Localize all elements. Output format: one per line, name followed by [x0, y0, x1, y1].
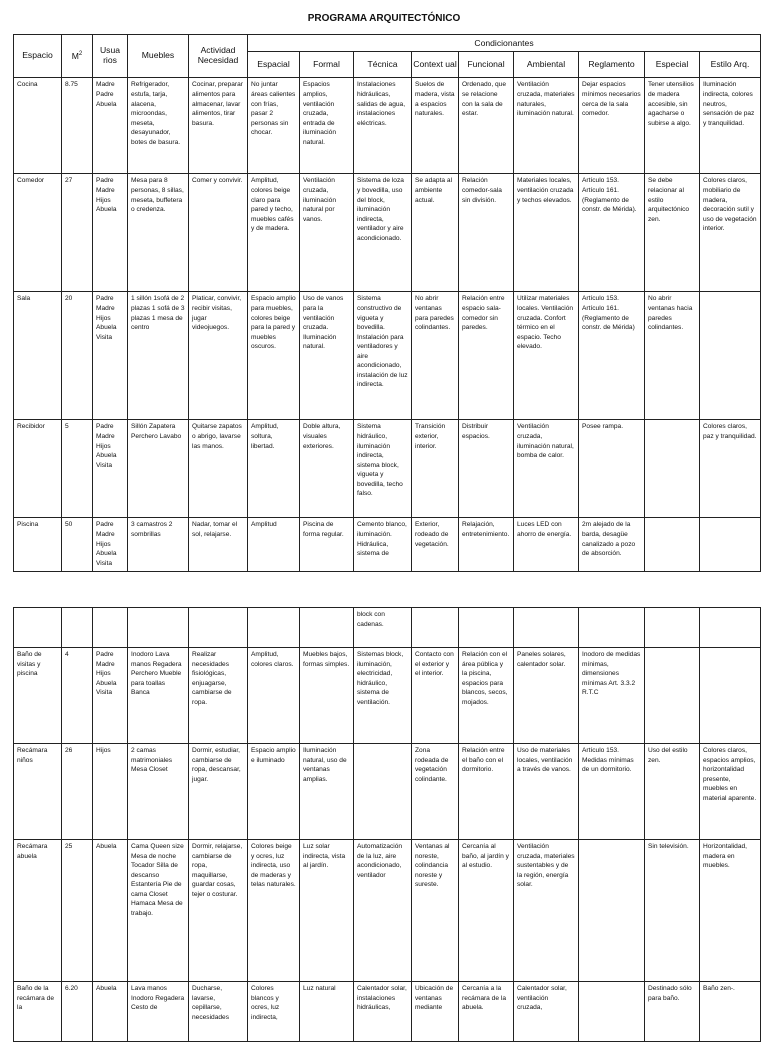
cell-espacio: Cocina [14, 78, 62, 174]
cell-especial: Se debe relacionar al estilo arquitectónico zen. [645, 174, 700, 292]
table-row-recamara-abuela [14, 840, 761, 982]
cell-estilo: Iluminación indirecta, colores neutros, sensación de paz y tranquilidad. [700, 78, 761, 174]
cell-muebles: Refrigerador, estufa, tarja, alacena, microondas, meseta, desayunador, botes de basura. [128, 78, 189, 174]
cell-contextual: Suelos de madera, vista a espacios naturales. [412, 78, 459, 174]
cell-especial: Tener utensilios de madera accesible, sin agacharse o subirse a algo. [645, 78, 700, 174]
cell-formal: Espacios amplios, ventilación cruzada, entrada de iluminación natural. [300, 78, 354, 174]
cell-funcional: Relación con el área pública y la piscina, espacios para blancos, secos, mojados. [459, 648, 514, 744]
header-condicionantes: Condicionantes [248, 35, 761, 52]
cell-contextual: Contacto con el exterior y el interior. [412, 648, 459, 744]
cell-ambiental: Ventilación cruzada, iluminación natural, bomba de calor. [514, 420, 579, 518]
cell-ambiental: Materiales locales, ventilación cruzada y techos elevados. [514, 174, 579, 292]
cell-actividad: Quitarse zapatos o abrigo, lavarse las manos. [189, 420, 248, 518]
cell-reglamento: Dejar espacios mínimos necesarios cerca de la sala comedor. [579, 78, 645, 174]
cell-actividad: Cocinar, preparar alimentos para almacenar, lavar alimentos, tirar basura. [189, 78, 248, 174]
cell-m2: 5 [62, 420, 93, 518]
cell-m2: 4 [62, 648, 93, 744]
cell-usuarios: Padre Madre Hijos Abuela Visita [93, 420, 128, 518]
cell-m2: 26 [62, 744, 93, 840]
cell-usuarios: Padre Madre Hijos Abuela Visita [93, 648, 128, 744]
cell-muebles: Cama Queen size Mesa de noche Tocador Silla de descanso Estantería Pie de cama Closet Hamaca Mesa de trabajo. [128, 840, 189, 982]
cell-espacio: Recámara niños [14, 744, 62, 840]
cell-ambiental: Utilizar materiales locales. Ventilación cruzada. Confort térmico en el espacio. Techo elevado. [514, 292, 579, 420]
cell-funcional: Relación entre el baño con el dormitorio. [459, 744, 514, 840]
cell-muebles: 2 camas matrimoniales Mesa Closet [128, 744, 189, 840]
header-muebles: Muebles [128, 35, 189, 78]
cell-ambiental: Paneles solares, calentador solar. [514, 648, 579, 744]
cell-espacio: Comedor [14, 174, 62, 292]
cell-contextual: No abrir ventanas para paredes colindantes. [412, 292, 459, 420]
cell-usuarios: Hijos [93, 744, 128, 840]
cell-actividad: Nadar, tomar el sol, relajarse. [189, 518, 248, 572]
cell-actividad: Comer y convivir. [189, 174, 248, 292]
cell-espacial: Colores beige y ocres, luz indirecta, uso de maderas y telas naturales. [248, 840, 300, 982]
cell-contextual: Transición exterior, interior. [412, 420, 459, 518]
cell-actividad: Platicar, convivir, recibir visitas, jugar videojuegos. [189, 292, 248, 420]
cell-tecnica: Calentador solar, instalaciones hidráulicas, [354, 982, 412, 1042]
cell-espacial: Amplitud, soltura, libertad. [248, 420, 300, 518]
cell-ambiental: Calentador solar, ventilación cruzada, [514, 982, 579, 1042]
cell-muebles: Sillón Zapatera Perchero Lavabo [128, 420, 189, 518]
cell-actividad: Dormir, estudiar, cambiarse de ropa, descansar, jugar. [189, 744, 248, 840]
header-especial: Especial [645, 52, 700, 78]
cell-usuarios: Padre Madre Hijos Abuela [93, 174, 128, 292]
cell-usuarios: Abuela [93, 840, 128, 982]
header-formal: Formal [300, 52, 354, 78]
header-reglamento: Reglamento [579, 52, 645, 78]
cell-reglamento: Artículo 153. Artículo 161. (Reglamento de constr. de Mérida) [579, 292, 645, 420]
cell-reglamento: Artículo 153. Artículo 161. (Reglamento de constr. de Mérida). [579, 174, 645, 292]
cell-muebles: Lava manos Inodoro Regadera Cesto de [128, 982, 189, 1042]
cell-estilo: Colores claros, paz y tranquilidad. [700, 420, 761, 518]
cell-formal: Doble altura, visuales exteriores. [300, 420, 354, 518]
cell-espacio: Recámara abuela [14, 840, 62, 982]
cell-especial: Destinado sólo para baño. [645, 982, 700, 1042]
header-actividad: Actividad Necesidad [189, 35, 248, 78]
header-estilo: Estilo Arq. [700, 52, 761, 78]
cell-actividad: Realizar necesidades fisiológicas, enjuagarse, cambiarse de ropa. [189, 648, 248, 744]
cell-usuarios: Madre Padre Abuela [93, 78, 128, 174]
cell-especial: Sin televisión. [645, 840, 700, 982]
table-row-sala [14, 292, 761, 420]
table-row-cocina [14, 78, 761, 174]
cell-m2: 20 [62, 292, 93, 420]
cell-reglamento [579, 982, 645, 1042]
cell-funcional: Relajación, entretenimiento. [459, 518, 514, 572]
cell-usuarios: Abuela [93, 982, 128, 1042]
cell-espacio: Piscina [14, 518, 62, 572]
cell-reglamento: Posee rampa. [579, 420, 645, 518]
cell-estilo: Colores claros, mobiliario de madera, decoración sutil y uso de vegetación interior. [700, 174, 761, 292]
cell-actividad: Ducharse, lavarse, cepillarse, necesidades [189, 982, 248, 1042]
cell-estilo [700, 518, 761, 572]
cell-m2: 27 [62, 174, 93, 292]
cell-reglamento: Inodoro de medidas mínimas, dimensiones mínimas Art. 3.3.2 R.T.C [579, 648, 645, 744]
header-funcional: Funcional [459, 52, 514, 78]
cell-muebles: 3 camastros 2 sombrillas [128, 518, 189, 572]
cell-contextual: Ubicación de ventanas mediante [412, 982, 459, 1042]
cell-muebles: 1 sillón 1sofá de 2 plazas 1 sofá de 3 plazas 1 mesa de centro [128, 292, 189, 420]
cell-funcional: Cercanía al baño, al jardín y al estudio. [459, 840, 514, 982]
header-m2: $M^2$ [62, 35, 93, 78]
cell-especial: Uso del estilo zen. [645, 744, 700, 840]
cell-especial [645, 518, 700, 572]
cell-espacial: Amplitud, colores beige claro para pared y techo, muebles cafés y de madera. [248, 174, 300, 292]
cell-funcional: Ordenado, que se relacione con la sala de estar. [459, 78, 514, 174]
table-row-recamara-ninos [14, 744, 761, 840]
cell-espacial: Espacio amplio e iluminado [248, 744, 300, 840]
cell-ambiental: Ventilación cruzada, materiales sustentables y de la región, energía solar. [514, 840, 579, 982]
cell-contextual: Exterior, rodeado de vegetación. [412, 518, 459, 572]
cell-tecnica: Instalaciones hidráulicas, salidas de agua, instalaciones eléctricas. [354, 78, 412, 174]
table-row-continuation [14, 608, 761, 648]
cell-espacio: Recibidor [14, 420, 62, 518]
cell-funcional: Cercanía a la recámara de la abuela. [459, 982, 514, 1042]
cell-contextual: Zona rodeada de vegetación colindante. [412, 744, 459, 840]
cell-espacio: Sala [14, 292, 62, 420]
cell-reglamento: Artículo 153. Medidas mínimas de un dormitorio. [579, 744, 645, 840]
cell-estilo: Colores claros, espacios amplios, horizontalidad presente, muebles en material aparente. [700, 744, 761, 840]
cell-ambiental: Uso de materiales locales, ventilación a través de vanos. [514, 744, 579, 840]
cell-espacial: Espacio amplio para muebles, colores beige para la pared y muebles oscuros. [248, 292, 300, 420]
table-row-bano-abuela [14, 982, 761, 1042]
cell-m2: 25 [62, 840, 93, 982]
header-usuarios: Usua rios [93, 35, 128, 78]
cell-muebles: Inodoro Lava manos Regadera Perchero Mueble para toallas Banca [128, 648, 189, 744]
cell-especial: No abrir ventanas hacia paredes colindantes. [645, 292, 700, 420]
cell-estilo [700, 648, 761, 744]
cell-formal: Piscina de forma regular. [300, 518, 354, 572]
cell-tecnica: Sistema hidráulico, iluminación indirecta, sistema block, vigueta y bovedilla, techo falso. [354, 420, 412, 518]
cell-m2: 8.75 [62, 78, 93, 174]
cell-espacial: No juntar áreas calientes con frías, pasar 2 personas sin chocar. [248, 78, 300, 174]
cell-usuarios: Padre Madre Hijos Abuela Visita [93, 292, 128, 420]
cell-formal: Luz solar indirecta, vista al jardín. [300, 840, 354, 982]
cell-contextual: Se adapta al ambiente actual. [412, 174, 459, 292]
cell-tecnica: Cemento blanco, iluminación. Hidráulica, sistema de [354, 518, 412, 572]
cell-tecnica: Sistemas block, iluminación, electricidad, hidráulico, sistema de ventilación. [354, 648, 412, 744]
cell-formal: Luz natural [300, 982, 354, 1042]
cell-reglamento: 2m alejado de la barda, desagüe canalizado a pozo de absorción. [579, 518, 645, 572]
cell-estilo: Horizontalidad, madera en muebles. [700, 840, 761, 982]
cell-usuarios: Padre Madre Hijos Abuela Visita [93, 518, 128, 572]
cell-tecnica: Automatización de la luz, aire acondicionado, ventilador [354, 840, 412, 982]
cell-formal: Ventilación cruzada, iluminación natural por vanos. [300, 174, 354, 292]
header-contextual: Context ual [412, 52, 459, 78]
cell-funcional: Relación entre espacio sala-comedor sin paredes. [459, 292, 514, 420]
cell-m2: 6.20 [62, 982, 93, 1042]
cell-especial [645, 420, 700, 518]
cell-reglamento [579, 840, 645, 982]
cell-formal: Iluminación natural, uso de ventanas amplias. [300, 744, 354, 840]
cell-estilo [700, 292, 761, 420]
program-table-part-1 [13, 34, 761, 572]
table-row-comedor [14, 174, 761, 292]
cell-funcional: Relación comedor-sala sin división. [459, 174, 514, 292]
header-espacial: Espacial [248, 52, 300, 78]
cell-tecnica: Sistema de loza y bovedilla, uso del block, iluminación indirecta, ventilador y aire acondicionado. [354, 174, 412, 292]
cell-espacial: Amplitud, colores claros. [248, 648, 300, 744]
cell-formal: Uso de vanos para la ventilación cruzada. Iluminación natural. [300, 292, 354, 420]
cell-estilo: Baño zen-. [700, 982, 761, 1042]
cell-actividad: Dormir, relajarse, cambiarse de ropa, maquillarse, guardar cosas, tejer o costurar. [189, 840, 248, 982]
cell-ambiental: Luces LED con ahorro de energía. [514, 518, 579, 572]
page-title: PROGRAMA ARQUITECTÓNICO [307, 13, 461, 24]
cell-contextual: Ventanas al noreste, colindancia noreste y sureste. [412, 840, 459, 982]
cell-tecnica: block con cadenas. [354, 608, 412, 648]
cell-especial [645, 648, 700, 744]
cell-funcional: Distribuir espacios. [459, 420, 514, 518]
table-row-piscina [14, 518, 761, 572]
header-tecnica: Técnica [354, 52, 412, 78]
cell-espacio: Baño de visitas y piscina [14, 648, 62, 744]
cell-tecnica: Sistema constructivo de vigueta y bovedilla. Instalación para ventiladores y aire acondicionado, instalación de luz indirecta. [354, 292, 412, 420]
cell-formal: Muebles bajos, formas simples. [300, 648, 354, 744]
table-row-bano-visitas [14, 648, 761, 744]
header-ambiental: Ambiental [514, 52, 579, 78]
cell-tecnica [354, 744, 412, 840]
cell-ambiental: Ventilación cruzada, materiales naturales, iluminación natural. [514, 78, 579, 174]
cell-muebles: Mesa para 8 personas, 8 sillas, meseta, buffetera o credenza. [128, 174, 189, 292]
cell-espacio: Baño de la recámara de la [14, 982, 62, 1042]
program-table-part-2 [13, 607, 761, 1042]
table-row-recibidor [14, 420, 761, 518]
cell-espacial: Colores blancos y ocres, luz indirecta, [248, 982, 300, 1042]
header-espacio: Espacio [14, 35, 62, 78]
cell-espacial: Amplitud [248, 518, 300, 572]
cell-m2: 50 [62, 518, 93, 572]
